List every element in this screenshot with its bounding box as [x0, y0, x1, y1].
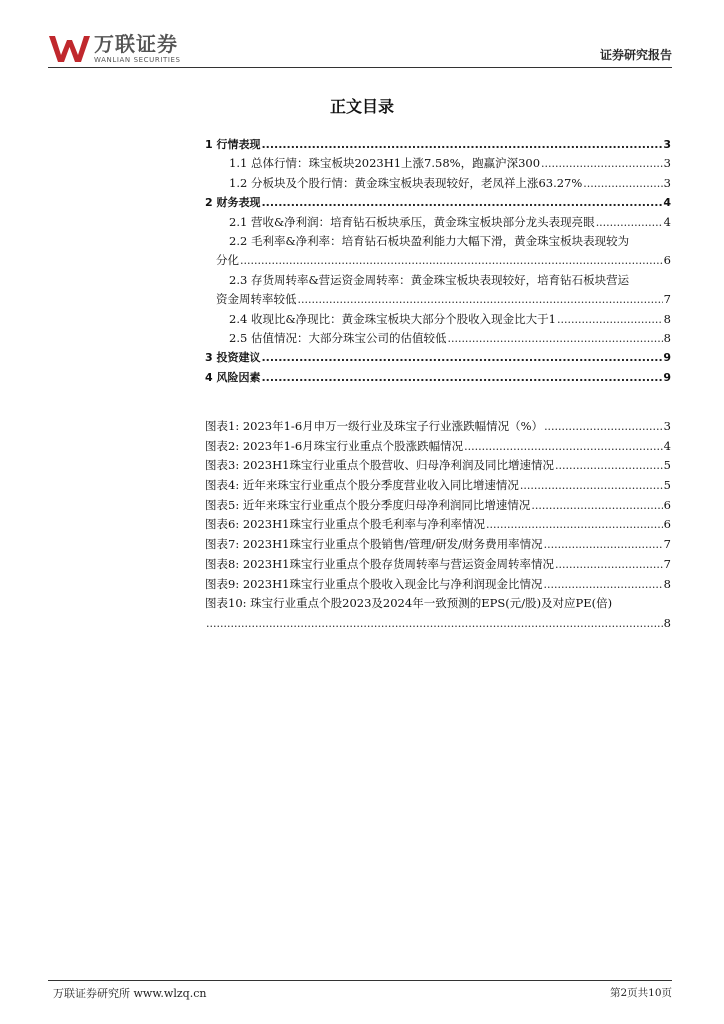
toc-entry[interactable] [205, 213, 671, 232]
toc-entry-continuation[interactable] [205, 290, 671, 309]
figure-entry-title: 图表1: 2023年1-6月申万一级行业及珠宝子行业涨跌幅情况（%） [205, 419, 544, 433]
toc-entry-title: 1.2 分板块及个股行情：黄金珠宝板块表现较好，老凤祥上涨63.27% [229, 175, 583, 190]
figure-entry[interactable] [205, 535, 671, 555]
footer-divider [48, 980, 672, 981]
figure-entry-title: 图表4: 近年来珠宝行业重点个股分季度营业收入同比增速情况 [205, 478, 519, 493]
toc-entry-title: 资金周转率较低 [216, 292, 297, 307]
toc-entry-page: 3 [663, 175, 671, 190]
toc-entry[interactable] [205, 348, 671, 367]
footer-source: 万联证券研究所 www.wlzq.cn [53, 987, 207, 1000]
toc-entry-title: 3 投资建议 [205, 351, 261, 365]
figure-entry-page: 6 [663, 497, 671, 512]
figure-entry-title: 图表2: 2023年1-6月珠宝行业重点个股涨跌幅情况 [205, 438, 464, 453]
toc-title: 正文目录 [329, 97, 394, 116]
toc-entry[interactable] [205, 135, 671, 154]
figure-entry-wrapped-line[interactable]: 图表10: 珠宝行业重点个股2023及2024年一致预测的EPS(元/股)及对应PE(倍) [205, 596, 613, 611]
figure-entry[interactable] [205, 555, 671, 575]
toc-entry-title: 2.4 收现比&净现比：黄金珠宝板块大部分个股收入现金比大于1 [229, 311, 556, 326]
figure-entry[interactable] [205, 515, 671, 535]
toc-entry[interactable] [205, 174, 671, 193]
toc-entry-title: 分化 [216, 253, 239, 268]
toc-entry-page: 7 [663, 292, 671, 307]
page-header [48, 34, 672, 68]
figure-list [205, 417, 671, 634]
figure-entry-title: 图表6: 2023H1珠宝行业重点个股毛利率与净利率情况 [205, 517, 485, 532]
toc-entry-title: 2.5 估值情况：大部分珠宝公司的估值较低 [229, 330, 447, 345]
toc-entry-page: 8 [663, 311, 671, 326]
figure-entry-title: 图表3: 2023H1珠宝行业重点个股营收、归母净利润及同比增速情况 [205, 458, 554, 473]
figure-entry-title: 图表5: 近年来珠宝行业重点个股分季度归母净利润同比增速情况 [205, 497, 531, 512]
report-type-label: 证券研究报告 [599, 48, 672, 62]
figure-entry[interactable] [205, 575, 671, 595]
toc-entry-page: 4 [663, 196, 671, 210]
figure-entry-page: 7 [663, 537, 671, 552]
toc-entry-continuation[interactable] [205, 251, 671, 270]
wanlian-logo-icon [48, 34, 92, 64]
figure-entry[interactable] [205, 456, 671, 476]
toc-entry[interactable] [205, 329, 671, 348]
figure-entry[interactable] [205, 417, 671, 437]
figure-entry[interactable] [205, 496, 671, 516]
figure-entry-page: 7 [663, 556, 671, 571]
company-logo [48, 34, 198, 64]
header-divider [48, 67, 672, 68]
toc-entry-title: 1.1 总体行情：珠宝板块2023H1上涨7.58%，跑赢沪深300 [229, 156, 541, 171]
toc-entry-page: 3 [663, 156, 671, 171]
toc-entry-title: 2.1 营收&净利润：培育钻石板块承压，黄金珠宝板块部分龙头表现亮眼 [229, 214, 595, 229]
toc-entry-title: 4 风险因素 [205, 370, 261, 384]
figure-entry-title: 图表7: 2023H1珠宝行业重点个股销售/管理/研发/财务费用率情况 [205, 537, 543, 552]
figure-entry-page: 8 [663, 615, 671, 630]
figure-entry-page: 6 [663, 517, 671, 532]
toc-entry[interactable] [205, 193, 671, 212]
toc-entry-page: 3 [663, 138, 671, 151]
figure-entry-page: 4 [663, 438, 671, 453]
toc-entry-title: 1 行情表现 [205, 138, 261, 151]
toc-entry-title: 2 财务表现 [205, 196, 261, 210]
logo-chinese-name: 万联证券 [94, 32, 178, 56]
figure-entry-title: 图表9: 2023H1珠宝行业重点个股收入现金比与净利润现金比情况 [205, 576, 543, 591]
figure-entry-title: 图表8: 2023H1珠宝行业重点个股存货周转率与营运资金周转率情况 [205, 556, 554, 571]
toc-entry-page: 9 [663, 370, 671, 384]
figure-entry-page: 5 [663, 478, 671, 493]
toc-entry-wrapped-line[interactable]: 2.2 毛利率&净利率：培育钻石板块盈利能力大幅下滑，黄金珠宝板块表现较为 [229, 233, 630, 248]
logo-english-name: WANLIAN SECURITIES [94, 56, 181, 64]
toc-entry[interactable] [205, 310, 671, 329]
toc-entry-page: 8 [663, 330, 671, 345]
figure-entry-page: 3 [663, 419, 671, 433]
toc-entry[interactable] [205, 368, 671, 387]
table-of-contents [205, 135, 671, 387]
toc-entry-page: 4 [663, 214, 671, 229]
toc-entry-page: 9 [663, 351, 671, 365]
figure-entry-page: 8 [663, 576, 671, 591]
figure-entry-page: 5 [663, 458, 671, 473]
toc-entry[interactable] [205, 154, 671, 173]
figure-entry-continuation[interactable] [205, 614, 671, 634]
figure-entry[interactable] [205, 437, 671, 457]
toc-entry-page: 6 [663, 253, 671, 268]
figure-entry[interactable] [205, 476, 671, 496]
toc-entry-wrapped-line[interactable]: 2.3 存货周转率&营运资金周转率：黄金珠宝板块表现较好，培育钻石板块营运 [229, 272, 630, 287]
footer-page-number: 第2页共10页 [609, 987, 672, 999]
